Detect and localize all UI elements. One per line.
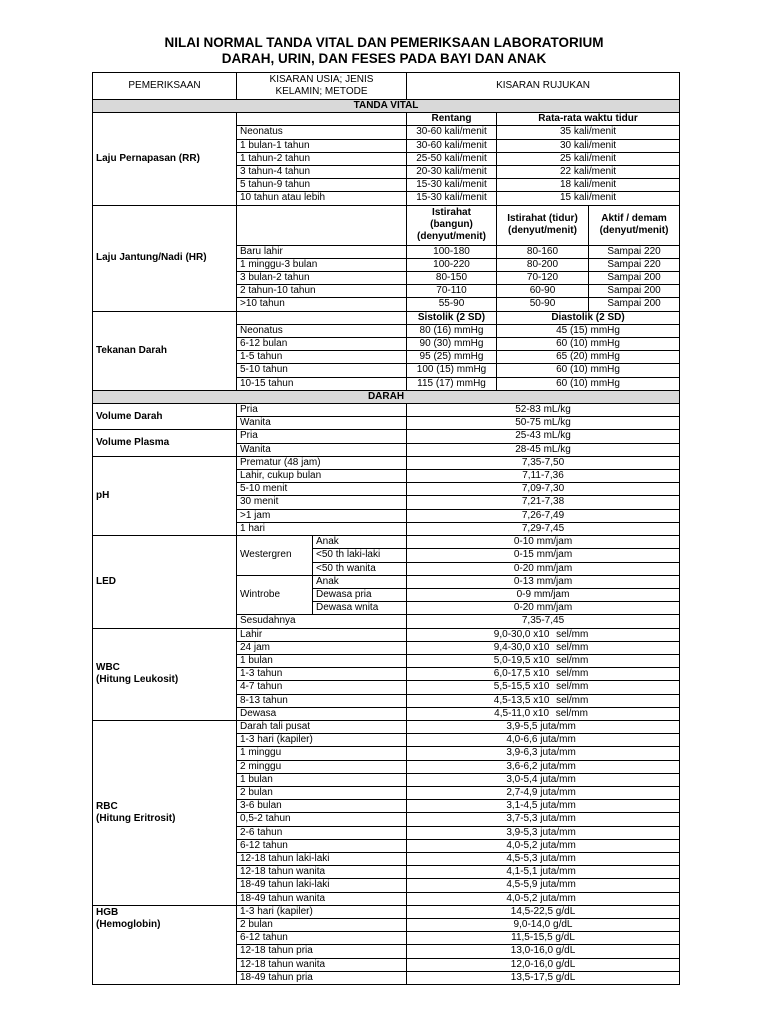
age-cell: 24 jam [237,641,407,654]
label-volume-plasma: Volume Plasma [93,430,237,456]
age-cell: Dewasa [237,707,407,720]
value-number: 4,0-6,6 [506,734,538,746]
value-cell: 7,26-7,49 [407,509,680,522]
age-cell: >1 jam [237,509,407,522]
age-cell: 30 menit [237,496,407,509]
cell-empty [237,113,407,126]
age-cell: 10 tahun atau lebih [237,192,407,205]
age-cell: 12-18 tahun wanita [237,958,407,971]
label-hgb-line2: (Hemoglobin) [96,918,161,930]
superscript [588,641,592,643]
table-row [93,905,680,918]
value-number: 2,7-4,9 [506,786,538,798]
sub-cell: Anak [313,575,407,588]
unit-text: x10 [530,654,550,666]
age-cell: Darah tali pusat [237,720,407,733]
value-number: 9,4-30,0 [493,641,531,653]
age-cell: 1-3 tahun [237,668,407,681]
value-cell: 0-20 mm/jam [407,562,680,575]
unit-text: x10 [530,668,550,680]
age-cell: 1 bulan [237,773,407,786]
value-cell: 7,29-7,45 [407,522,680,535]
value-cell: 52-83 mL/kg [407,404,680,417]
age-cell: >10 tahun [237,298,407,311]
age-cell: 1-5 tahun [237,351,407,364]
value-cell: 55-90 [407,298,497,311]
value-cell: 80 (16) mmHg [407,324,497,337]
age-cell: 5 tahun-9 tahun [237,179,407,192]
value-cell: 22 kali/menit [497,166,680,179]
value-cell: Sampai 200 [589,285,680,298]
age-cell: 1-3 hari (kapiler) [237,734,407,747]
value-cell: 9,0-14,0 g/dL [407,918,680,931]
superscript [576,786,580,788]
value-number: 9,0-30,0 [493,628,531,640]
label-laju-pernapasan: Laju Pernapasan (RR) [93,113,237,205]
age-cell: 1-3 hari (kapiler) [237,905,407,918]
value-cell: 25-50 kali/menit [407,152,497,165]
value-cell [407,866,680,879]
unit-text: juta/mm [537,826,576,838]
superscript [576,826,580,828]
value-number: 4,1-5,1 [506,866,538,878]
header-kisaran-rujukan: KISARAN RUJUKAN [407,73,680,100]
value-number: 3,9-6,3 [506,747,538,759]
value-cell: 7,09-7,30 [407,483,680,496]
label-laju-jantung: Laju Jantung/Nadi (HR) [93,205,237,311]
value-cell: 14,5-22,5 g/dL [407,905,680,918]
unit-text: sel/mm [553,641,589,653]
age-cell: 6-12 tahun [237,932,407,945]
value-cell: 7,35-7,45 [407,615,680,628]
section-row [93,390,680,403]
unit-text: sel/mm [553,668,589,680]
sub-cell: Dewasa wnita [313,602,407,615]
age-cell: Lahir, cukup bulan [237,470,407,483]
age-cell: Pria [237,404,407,417]
value-cell: 7,11-7,36 [407,470,680,483]
age-cell: Pria [237,430,407,443]
table-row [93,456,680,469]
value-number: 4,5-13,5 [493,694,531,706]
age-cell: 1 bulan-1 tahun [237,139,407,152]
age-cell: 5-10 menit [237,483,407,496]
label-hgb-line1: HGB [96,906,119,918]
cell-empty [237,311,407,324]
value-cell [407,707,680,720]
superscript [576,734,580,736]
value-cell: 100-220 [407,258,497,271]
value-cell [407,668,680,681]
value-number: 6,0-17,5 [493,668,531,680]
value-cell: 100 (15) mmHg [407,364,497,377]
value-cell: 35 kali/menit [497,126,680,139]
value-cell: 0-15 mm/jam [407,549,680,562]
value-number: 3,6-6,2 [506,760,538,772]
age-cell: Neonatus [237,126,407,139]
superscript [588,694,592,696]
value-cell [407,892,680,905]
value-cell [407,786,680,799]
hr-col-istirahat-tidur: Istirahat (tidur) (denyut/menit) [497,205,589,245]
method-wintrobe: Wintrobe [237,575,313,615]
value-number: 4,5-5,9 [506,879,538,891]
value-cell: 0-9 mm/jam [407,588,680,601]
unit-text: x10 [530,681,550,693]
value-cell [407,813,680,826]
value-cell: 25-43 mL/kg [407,430,680,443]
age-cell: 1 hari [237,522,407,535]
age-cell: 18-49 tahun laki-laki [237,879,407,892]
superscript [588,668,592,670]
unit-text: juta/mm [537,879,576,891]
label-ph: pH [93,456,237,535]
value-cell [407,839,680,852]
label-rbc-line2: (Hitung Eritrosit) [96,812,176,824]
label-wbc [93,628,237,720]
unit-text: juta/mm [537,786,576,798]
sub-cell: <50 th wanita [313,562,407,575]
age-cell: 1 tahun-2 tahun [237,152,407,165]
unit-text: x10 [530,628,550,640]
value-cell: 18 kali/menit [497,179,680,192]
value-cell: 80-150 [407,272,497,285]
table-row [93,536,680,549]
page-title-line-1: NILAI NORMAL TANDA VITAL DAN PEMERIKSAAN LABORATORIUM [164,35,604,50]
value-number: 4,5-11,0 [494,707,531,719]
age-cell: 4-7 tahun [237,681,407,694]
value-cell: 50-90 [497,298,589,311]
unit-text: juta/mm [537,760,576,772]
superscript [576,773,580,775]
value-cell [407,800,680,813]
superscript [549,694,553,696]
age-cell: 18-49 tahun pria [237,971,407,984]
value-cell: 13,0-16,0 g/dL [407,945,680,958]
superscript [588,707,592,709]
value-cell [407,641,680,654]
age-cell: Baru lahir [237,245,407,258]
age-cell: 0,5-2 tahun [237,813,407,826]
unit-text: juta/mm [537,747,576,759]
age-cell: 3-6 bulan [237,800,407,813]
age-cell: Sesudahnya [237,615,407,628]
value-cell [407,773,680,786]
value-cell: 12,0-16,0 g/dL [407,958,680,971]
label-hgb [93,905,237,984]
reference-table [92,72,680,985]
age-cell: 10-15 tahun [237,377,407,390]
value-cell: 15-30 kali/menit [407,179,497,192]
age-cell: 3 bulan-2 tahun [237,272,407,285]
value-cell: Sampai 220 [589,245,680,258]
superscript [576,852,580,854]
age-cell: Prematur (48 jam) [237,456,407,469]
value-cell [407,852,680,865]
unit-text: sel/mm [553,654,589,666]
age-cell: 1 minggu [237,747,407,760]
table-row [93,404,680,417]
age-cell: Wanita [237,443,407,456]
value-number: 3,0-5,4 [506,773,538,785]
age-cell: 1 bulan [237,654,407,667]
value-cell [407,826,680,839]
value-cell: 0-13 mm/jam [407,575,680,588]
superscript [576,720,580,722]
unit-text: juta/mm [537,734,576,746]
unit-text: juta/mm [537,773,576,785]
rr-col-rentang: Rentang [407,113,497,126]
section-row [93,100,680,113]
table-row [93,720,680,733]
superscript [576,879,580,881]
unit-text: juta/mm [537,852,576,864]
value-cell [407,654,680,667]
value-cell: Sampai 200 [589,298,680,311]
hr-col-aktif-demam: Aktif / demam (denyut/menit) [589,205,680,245]
value-cell: 70-120 [497,272,589,285]
unit-text: x10 [530,694,550,706]
value-cell: 90 (30) mmHg [407,338,497,351]
superscript [549,668,553,670]
superscript [588,654,592,656]
value-cell: 95 (25) mmHg [407,351,497,364]
unit-text: juta/mm [537,892,576,904]
value-number: 3,1-4,5 [506,800,538,812]
age-cell: 12-18 tahun wanita [237,866,407,879]
unit-text: juta/mm [537,720,576,732]
table-row [93,311,680,324]
age-cell: 1 minggu-3 bulan [237,258,407,271]
value-cell: Sampai 200 [589,272,680,285]
superscript [549,641,553,643]
superscript [576,892,580,894]
unit-text: juta/mm [537,813,576,825]
age-cell: 5-10 tahun [237,364,407,377]
rr-col-rata-rata: Rata-rata waktu tidur [497,113,680,126]
value-cell: 30-60 kali/menit [407,126,497,139]
value-cell [407,734,680,747]
label-led: LED [93,536,237,628]
value-number: 4,0-5,2 [506,892,538,904]
value-cell: 45 (15) mmHg [497,324,680,337]
superscript [576,866,580,868]
sub-cell: <50 th laki-laki [313,549,407,562]
label-volume-darah: Volume Darah [93,404,237,430]
unit-text: juta/mm [537,839,576,851]
age-cell: 6-12 bulan [237,338,407,351]
value-number: 3,9-5,3 [506,826,538,838]
age-cell: 12-18 tahun laki-laki [237,852,407,865]
superscript [549,654,553,656]
superscript [588,628,592,630]
hr-col-istirahat-bangun: Istirahat (bangun) (denyut/menit) [407,205,497,245]
superscript [549,628,553,630]
unit-text: sel/mm [553,681,589,693]
unit-text: sel/mm [553,694,589,706]
table-row [93,430,680,443]
label-wbc-line1: WBC [96,662,120,674]
value-cell: 7,35-7,50 [407,456,680,469]
value-number: 3,9-5,5 [506,720,538,732]
age-cell: 2 tahun-10 tahun [237,285,407,298]
value-cell: 80-200 [497,258,589,271]
age-cell: 3 tahun-4 tahun [237,166,407,179]
value-cell: 0-20 mm/jam [407,602,680,615]
value-cell: 15 kali/menit [497,192,680,205]
value-cell [407,628,680,641]
value-cell [407,879,680,892]
value-cell: 115 (17) mmHg [407,377,497,390]
sub-cell: Anak [313,536,407,549]
value-cell: 0-10 mm/jam [407,536,680,549]
unit-text: x10 [530,641,550,653]
unit-text: sel/mm [553,628,589,640]
age-cell: 18-49 tahun wanita [237,892,407,905]
value-number: 4,5-5,3 [506,852,538,864]
age-cell: 2-6 tahun [237,826,407,839]
superscript [549,707,553,709]
header-row [93,73,680,100]
superscript [576,800,580,802]
value-number: 5,0-19,5 [493,654,531,666]
bp-col-diastolik: Diastolik (2 SD) [497,311,680,324]
value-cell: 60 (10) mmHg [497,338,680,351]
value-number: 3,7-5,3 [506,813,538,825]
unit-text: sel/mm [552,707,588,719]
section-darah: DARAH [93,390,680,403]
method-westergren: Westergren [237,536,313,576]
age-cell: 2 bulan [237,918,407,931]
section-tanda-vital: TANDA VITAL [93,100,680,113]
unit-text: juta/mm [537,866,576,878]
value-cell: 60 (10) mmHg [497,377,680,390]
value-cell: 65 (20) mmHg [497,351,680,364]
age-cell: 8-13 tahun [237,694,407,707]
superscript [576,839,580,841]
bp-col-sistolik: Sistolik (2 SD) [407,311,497,324]
value-cell [407,720,680,733]
value-cell: 28-45 mL/kg [407,443,680,456]
value-number: 4,0-5,2 [506,839,538,851]
value-cell: 60 (10) mmHg [497,364,680,377]
value-number: 5,5-15,5 [493,681,531,693]
value-cell: 20-30 kali/menit [407,166,497,179]
value-cell [407,681,680,694]
value-cell: 15-30 kali/menit [407,192,497,205]
value-cell: 30-60 kali/menit [407,139,497,152]
cell-empty [237,205,407,245]
table-row [93,205,680,245]
superscript [576,760,580,762]
value-cell: 80-160 [497,245,589,258]
header-kisaran-usia: KISARAN USIA; JENIS KELAMIN; METODE [237,73,407,100]
label-rbc [93,720,237,905]
table-row [93,628,680,641]
value-cell: 11,5-15,5 g/dL [407,932,680,945]
value-cell: Sampai 220 [589,258,680,271]
value-cell: 100-180 [407,245,497,258]
unit-text: x10 [530,707,550,719]
age-cell: 12-18 tahun pria [237,945,407,958]
age-cell: 6-12 tahun [237,839,407,852]
age-cell: 2 minggu [237,760,407,773]
table-row [93,113,680,126]
age-cell: Neonatus [237,324,407,337]
superscript [576,813,580,815]
sub-cell: Dewasa pria [313,588,407,601]
page-title-line-2: DARAH, URIN, DAN FESES PADA BAYI DAN ANAK [221,51,547,66]
superscript [576,747,580,749]
age-cell: Lahir [237,628,407,641]
unit-text: juta/mm [537,800,576,812]
value-cell [407,760,680,773]
value-cell: 13,5-17,5 g/dL [407,971,680,984]
label-wbc-line2: (Hitung Leukosit) [96,674,179,686]
age-cell: Wanita [237,417,407,430]
value-cell: 50-75 mL/kg [407,417,680,430]
value-cell [407,747,680,760]
value-cell: 30 kali/menit [497,139,680,152]
value-cell: 70-110 [407,285,497,298]
value-cell: 60-90 [497,285,589,298]
value-cell: 7,21-7,38 [407,496,680,509]
superscript [588,681,592,683]
age-cell: 2 bulan [237,786,407,799]
label-rbc-line1: RBC [96,800,118,812]
value-cell: 25 kali/menit [497,152,680,165]
label-tekanan-darah: Tekanan Darah [93,311,237,390]
value-cell [407,694,680,707]
header-pemeriksaan: PEMERIKSAAN [93,73,237,100]
